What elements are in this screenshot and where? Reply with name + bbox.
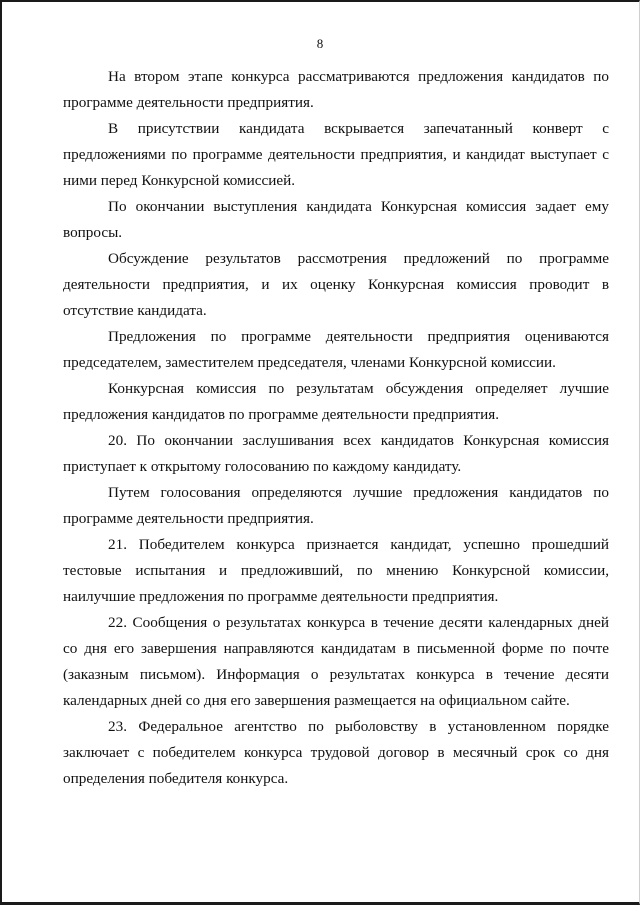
paragraph-evaluation: Предложения по программе деятельности предприятия оцениваются председателем, заместителем председателя, членами Конкурсной комиссии. xyxy=(63,328,609,371)
paragraph-item-23: 23. Федеральное агентство по рыболовству в установленном порядке заключает с победителем конкурса трудовой договор в месячный срок со дня определения победителя конкурса. xyxy=(63,718,609,787)
paragraph-envelope-opening: В присутствии кандидата вскрывается запечатанный конверт с предложениями по программе деятельности предприятия, и кандидат выступает с ними перед Конкурсной комиссией. xyxy=(63,120,609,189)
document-body xyxy=(63,64,609,792)
paragraph-second-stage: На втором этапе конкурса рассматриваются предложения кандидатов по программе деятельности предприятия. xyxy=(63,68,609,111)
paragraph-item-21: 21. Победителем конкурса признается кандидат, успешно прошедший тестовые испытания и предложивший, по мнению Конкурсной комиссии, наилучшие предложения по программе деятельности предприятия. xyxy=(63,536,609,605)
paragraph-questions: По окончании выступления кандидата Конкурсная комиссия задает ему вопросы. xyxy=(63,198,609,241)
page-number: 8 xyxy=(316,36,324,51)
paragraph-discussion: Обсуждение результатов рассмотрения предложений по программе деятельности предприятия, и их оценку Конкурсная комиссия проводит в отсутствие кандидата. xyxy=(63,250,609,319)
paragraph-voting: Путем голосования определяются лучшие предложения кандидатов по программе деятельности предприятия. xyxy=(63,484,609,527)
paragraph-item-20: 20. По окончании заслушивания всех кандидатов Конкурсная комиссия приступает к открытому голосованию по каждому кандидату. xyxy=(63,432,609,475)
paragraph-best-proposals: Конкурсная комиссия по результатам обсуждения определяет лучшие предложения кандидатов по программе деятельности предприятия. xyxy=(63,380,609,423)
paragraph-item-22: 22. Сообщения о результатах конкурса в течение десяти календарных дней со дня его завершения направляются кандидатам в письменной форме по почте (заказным письмом). Информация о результатах конкурса в течение десяти календарных дней со дня его завершения размещается на официальном сайте. xyxy=(63,614,609,709)
